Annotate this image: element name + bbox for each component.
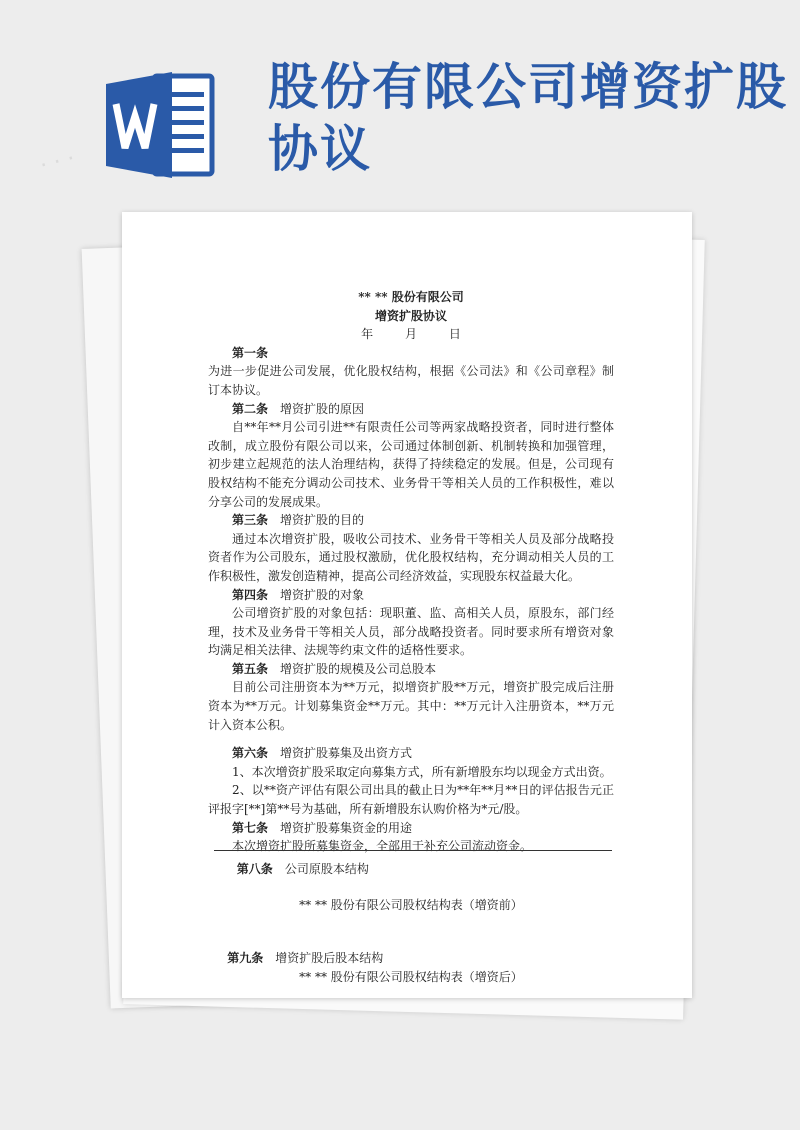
article-4-heading: 第四条 增资扩股的对象 [232, 587, 365, 602]
article-2-heading: 第二条 增资扩股的原因 [232, 401, 365, 416]
table-before-caption: ** ** 股份有限公司股权结构表（增资前） [299, 898, 523, 913]
document-title: 增资扩股协议 [374, 308, 447, 323]
article-1-heading: 第一条 [232, 345, 269, 360]
date-month: 月 [404, 327, 417, 342]
date-year: 年 [361, 327, 374, 342]
article-6-heading: 第六条 增资扩股募集及出资方式 [232, 746, 413, 761]
article-6-text-2: 2、以**资产评估有限公司出具的截止日为**年**月**日的评估报告元正评报字[**]第**号为基础，所有新增股东认购价格为*元/股。 [208, 783, 614, 817]
date-day: 日 [448, 327, 461, 342]
table-after-caption: ** ** 股份有限公司股权结构表（增资后） [299, 969, 523, 984]
page-title: 股份有限公司增资扩股协议 [268, 58, 788, 178]
article-3-text: 通过本次增资扩股，吸收公司技术、业务骨干等相关人员及部分战略投资者作为公司股东，通过股权激励，优化股权结构，充分调动相关人员的工作积极性，激发创造精神，提高公司经济效益，实现股东权益最大化。 [208, 531, 614, 583]
header-banner [0, 0, 800, 200]
article-3-heading: 第三条 增资扩股的目的 [232, 513, 365, 528]
article-4-text: 公司增资扩股的对象包括：现职董、监、高相关人员，原股东，部门经理，技术及业务骨干等相关人员，部分战略投资者。同时要求所有增资对象均满足相关法律、法规等约束文件的适格性要求。 [208, 606, 614, 658]
word-icon [106, 70, 216, 180]
article-6-text-1: 1、本次增资扩股采取定向募集方式，所有新增股东均以现金方式出资。 [232, 764, 612, 779]
document-body [208, 288, 614, 986]
article-5-heading: 第五条 增资扩股的规模及公司总股本 [232, 661, 437, 676]
article-2-text: 自**年**月公司引进**有限责任公司等两家战略投资者，同时进行整体改制，成立股份有限公司以来，公司通过体制创新、机制转换和加强管理，初步建立起规范的法人治理结构，获得了持续稳定的发展。但是，公司现有股权结构不能充分调动公司技术、业务骨干等相关人员的工作积极性，难以分享公司的发展成果。 [208, 420, 614, 509]
article-8-heading: 第八条 公司原股本结构 [236, 861, 369, 876]
article-5-text: 目前公司注册资本为**万元，拟增资扩股**万元，增资扩股完成后注册资本为**万元。计划募集资金**万元。其中：**万元计入注册资本，**万元计入资本公积。 [208, 680, 614, 732]
article-1-text: 为进一步促进公司发展，优化股权结构，根据《公司法》和《公司章程》制订本协议。 [208, 364, 614, 397]
date-line [208, 325, 614, 344]
table-rule [214, 850, 612, 851]
article-7-text: 本次增资扩股所募集资金，全部用于补充公司流动资金。 [232, 839, 533, 854]
article-7-heading: 第七条 增资扩股募集资金的用途 [232, 820, 413, 835]
document-page [122, 212, 692, 998]
article-9-heading: 第九条 增资扩股后股本结构 [227, 951, 384, 965]
company-line: ** ** 股份有限公司 [358, 290, 464, 304]
